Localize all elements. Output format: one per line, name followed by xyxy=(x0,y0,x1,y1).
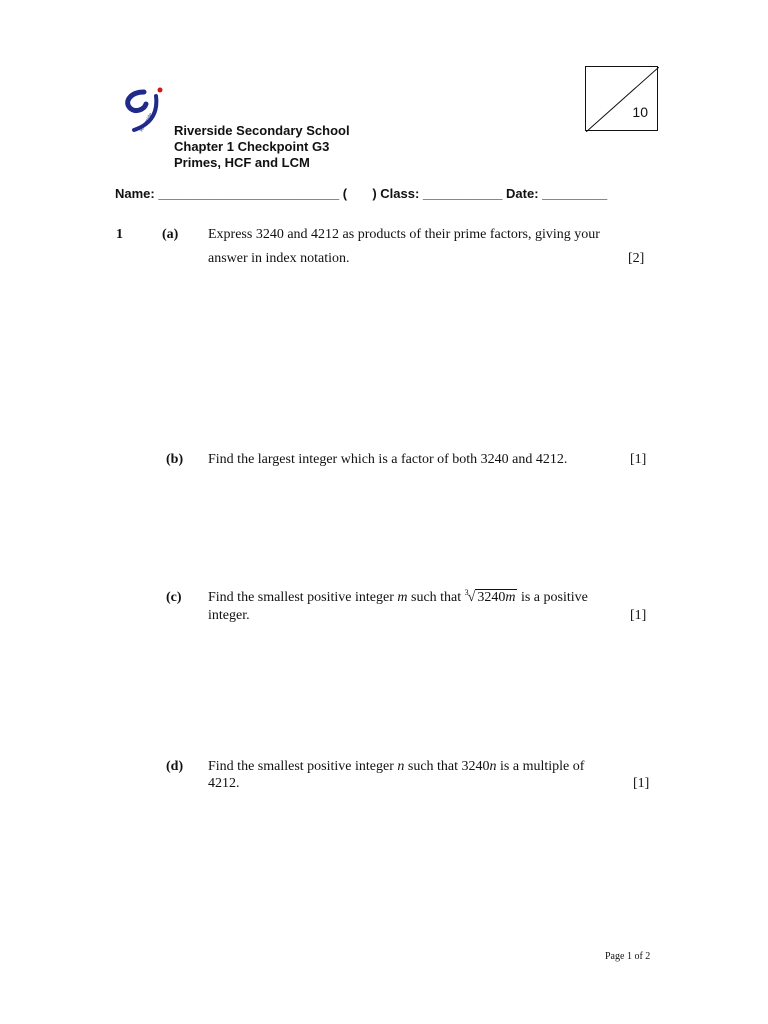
total-marks: 10 xyxy=(632,104,648,120)
part-b-marks: [1] xyxy=(630,452,647,467)
part-d-text-line2: 4212. xyxy=(208,776,240,791)
part-c-text-line1 xyxy=(208,590,588,606)
part-c-text-b: such that xyxy=(407,590,465,605)
question-number: 1 xyxy=(116,227,123,242)
part-c-text-a: Find the smallest positive integer xyxy=(208,590,398,605)
radicand-var: m xyxy=(505,590,516,605)
part-c-label: (c) xyxy=(166,590,182,605)
logo-lettering: Riverside xyxy=(138,111,155,133)
topic-title: Primes, HCF and LCM xyxy=(174,155,310,170)
part-c-text-c: is a positive xyxy=(517,590,588,605)
part-a-text-line1: Express 3240 and 4212 as products of their prime factors, giving your xyxy=(208,227,600,242)
part-a-label: (a) xyxy=(162,227,179,242)
part-d-marks: [1] xyxy=(633,776,650,791)
part-d-text-b: such that 3240 xyxy=(404,759,490,774)
school-name: Riverside Secondary School xyxy=(174,123,350,138)
radical-sign: √ xyxy=(467,590,476,605)
part-d-text-a: Find the smallest positive integer xyxy=(208,759,398,774)
radicand-number: 3240 xyxy=(477,590,506,605)
var-n-2: n xyxy=(489,759,497,774)
part-b-text: Find the largest integer which is a factor of both 3240 and 4212. xyxy=(208,452,568,467)
part-a-text-line2: answer in index notation. xyxy=(208,251,350,266)
chapter-title: Chapter 1 Checkpoint G3 xyxy=(174,139,330,154)
school-logo xyxy=(122,86,168,136)
part-a-marks: [2] xyxy=(628,251,645,266)
score-diagonal xyxy=(586,67,659,132)
part-c-text-line2: integer. xyxy=(208,608,250,623)
var-m: m xyxy=(397,590,408,605)
part-b-label: (b) xyxy=(166,452,184,467)
part-c-marks: [1] xyxy=(630,608,647,623)
score-box xyxy=(585,66,658,131)
part-d-text-line1 xyxy=(208,759,584,775)
var-n: n xyxy=(397,759,405,774)
part-d-label: (d) xyxy=(166,759,184,774)
radicand xyxy=(475,589,517,605)
page-number: Page 1 of 2 xyxy=(605,951,651,962)
cube-root-expression xyxy=(465,590,518,606)
part-d-text-c: is a multiple of xyxy=(496,759,585,774)
student-details-line: Name: _________________________ ( ) Class: ___________ Date: _________ xyxy=(115,186,608,201)
cube-root-index: 3 xyxy=(464,588,469,597)
